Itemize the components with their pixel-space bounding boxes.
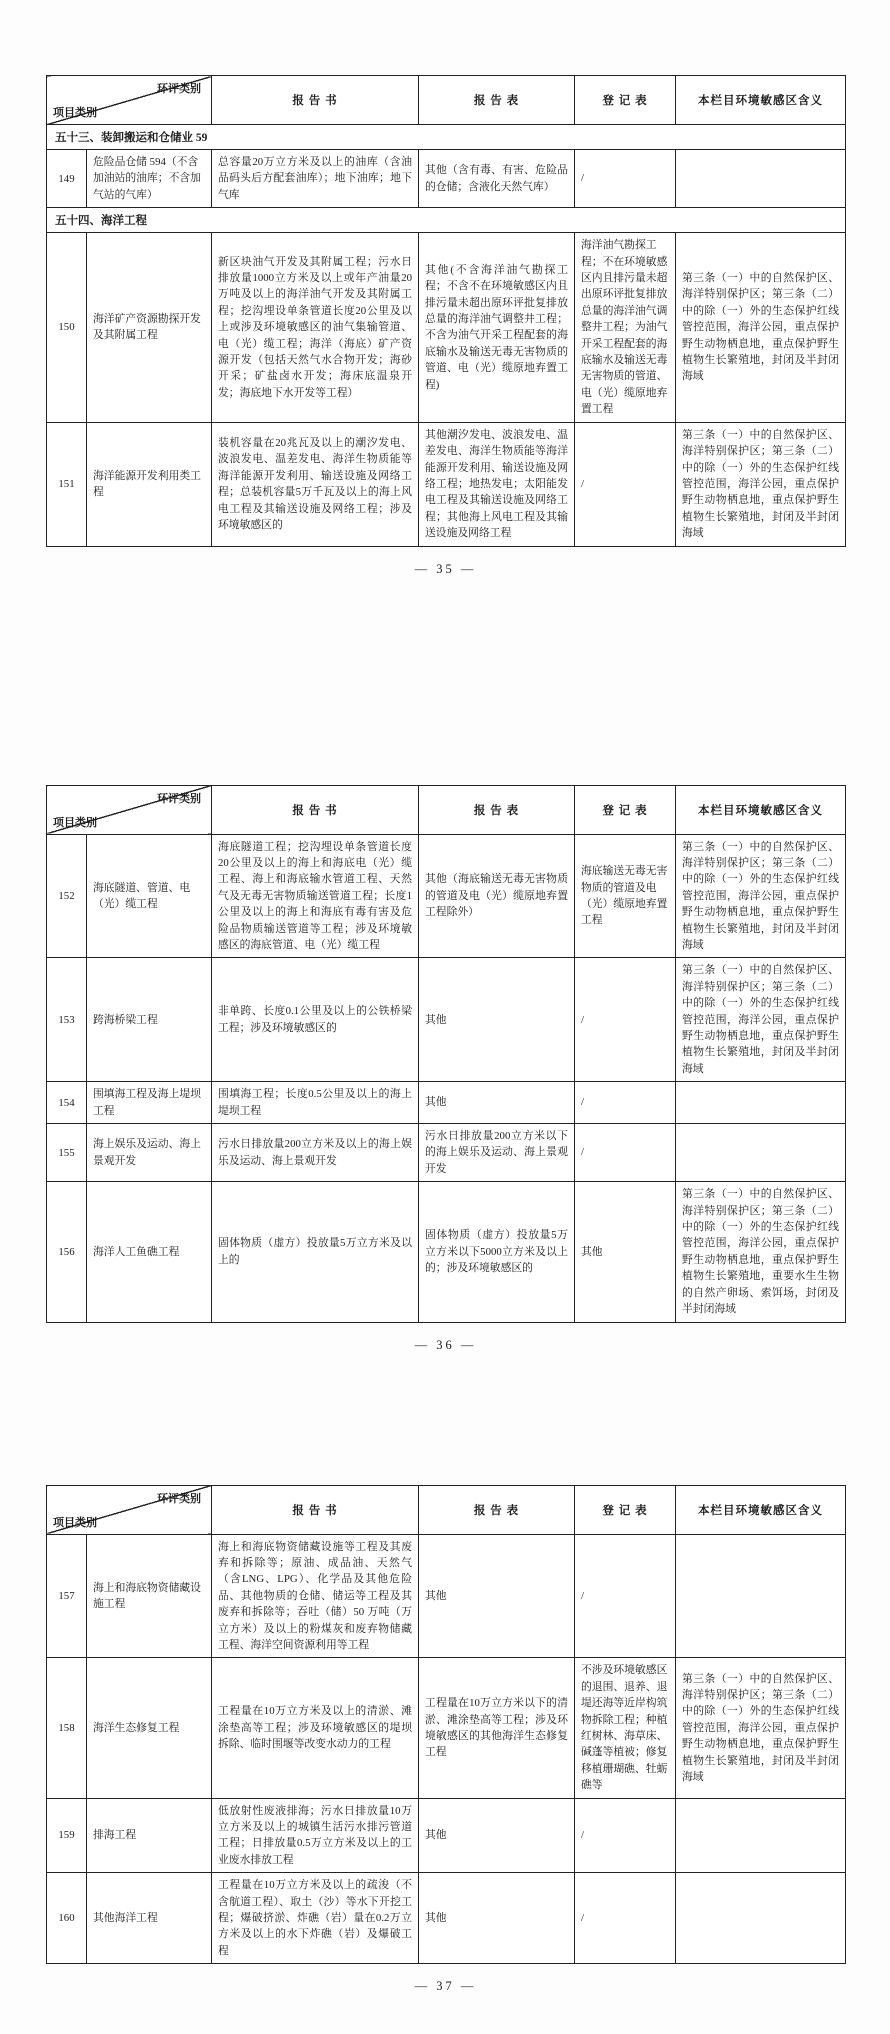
header-report-form-label: 报 告 表: [419, 1485, 575, 1534]
eia-category-table: [46, 1485, 846, 1965]
header-report-form-label: 报 告 表: [419, 785, 575, 834]
header-project-type-label: 项目类别: [53, 1516, 97, 1529]
report-form-cell: 工程量在10万立方米以下的清淤、滩涂垫高等工程；涉及环境敏感区的其他海洋生态修复工程: [419, 1658, 575, 1798]
registration-form-cell: 海洋油气勘探工程；不在环境敏感区内且排污量未超出原环评批复排放总量的海洋油气调整井工程；为油气开采工程配套的海底输水及输送无毒无害物质的管道、电（光）缆原地弃置工程: [575, 233, 676, 422]
table-row: [47, 233, 846, 422]
sensitive-area-cell: [676, 150, 846, 208]
header-corner-cell: [47, 785, 212, 834]
pages-root: [46, 75, 845, 1994]
header-sensitive-area-label: 本栏目环境敏感区含义: [676, 76, 846, 125]
header-eia-type-label: 环评类别: [157, 83, 201, 95]
header-eia-type-label: 环评类别: [157, 1492, 201, 1505]
section-title: 五十四、海洋工程: [47, 208, 846, 233]
report-form-cell: 其他: [419, 958, 575, 1082]
table-row: [47, 1658, 846, 1798]
report-form-cell: 其他: [419, 1082, 575, 1124]
row-number-cell: 151: [47, 422, 87, 546]
report-book-cell: 非单跨、长度0.1公里及以上的公铁桥梁工程；涉及环境敏感区的: [212, 958, 419, 1082]
page-number: — 35 —: [414, 561, 477, 576]
registration-form-cell: /: [575, 422, 676, 546]
eia-category-table: [46, 785, 846, 1323]
header-report-book-label: 报 告 书: [212, 76, 419, 125]
header-eia-type-label: 环评类别: [157, 792, 201, 805]
table-row: [47, 834, 846, 958]
report-book-cell: 低放射性废液排海；污水日排放量10万立方米及以上的城镇生活污水排污管道工程；日排放量0.5万立方米及以上的工业废水排放工程: [212, 1798, 419, 1873]
header-sensitive-area-label: 本栏目环境敏感区含义: [676, 1485, 846, 1534]
project-category-cell: 海上和海底物资储藏设施工程: [87, 1534, 212, 1658]
report-form-cell: 其他潮汐发电、波浪发电、温差发电、海洋生物质能等海洋能源开发利用、输送设施及网络工程；地热发电；太阳能发电工程及其输送设施及网络工程；其他海上风电工程及其输送设施及网络工程: [419, 422, 575, 546]
sensitive-area-cell: 第三条（一）中的自然保护区、海洋特别保护区；第三条（二）中的除（一）外的生态保护红线管控范围，海洋公园，重点保护野生动物栖息地，重点保护野生植物生长繁殖地，封闭及半封闭海域: [676, 834, 846, 958]
sensitive-area-cell: [676, 1534, 846, 1658]
registration-form-cell: /: [575, 958, 676, 1082]
header-registration-form-label: 登 记 表: [575, 1485, 676, 1534]
row-number-cell: 156: [47, 1182, 87, 1322]
eia-category-table: [46, 75, 846, 547]
project-category-cell: 跨海桥梁工程: [87, 958, 212, 1082]
report-form-cell: 固体物质（虚方）投放量5万立方米以下5000立方米及以上的；涉及环境敏感区的: [419, 1182, 575, 1322]
table-row: [47, 1182, 846, 1322]
table-header-row: [47, 1485, 846, 1534]
report-book-cell: 总容量20万立方米及以上的油库（含油品码头后方配套油库）；地下油库；地下气库: [212, 150, 419, 208]
table-row: [47, 1124, 846, 1182]
report-book-cell: 新区块油气开发及其附属工程；污水日排放量1000立方米及以上或年产油量20万吨及以上的海洋油气开发及其附属工程；挖沟埋设单条管道长度20公里及以上或涉及环境敏感区的油气集输管道、电（光）缆工程；海洋（海底）矿产资源开发（包括天然气水合物开发；海砂开采；矿盐卤水开发；海床底温泉开发；海底地下水开发等工程）: [212, 233, 419, 422]
project-category-cell: 其他海洋工程: [87, 1873, 212, 1964]
project-category-cell: 排海工程: [87, 1798, 212, 1873]
sensitive-area-cell: [676, 1873, 846, 1964]
header-project-type-label: 项目类别: [53, 816, 97, 829]
page-number: — 37 —: [414, 1979, 477, 1994]
table-row: [47, 150, 846, 208]
row-number-cell: 159: [47, 1798, 87, 1873]
project-category-cell: 围填海工程及海上堤坝工程: [87, 1082, 212, 1124]
sensitive-area-cell: 第三条（一）中的自然保护区、海洋特别保护区；第三条（二）中的除（一）外的生态保护红线管控范围，海洋公园，重点保护野生动物栖息地，重点保护野生植物生长繁殖地，封闭及半封闭海域: [676, 1658, 846, 1798]
registration-form-cell: /: [575, 1873, 676, 1964]
report-form-cell: 其他: [419, 1534, 575, 1658]
row-number-cell: 154: [47, 1082, 87, 1124]
registration-form-cell: 其他: [575, 1182, 676, 1322]
project-category-cell: 海洋能源开发利用类工程: [87, 422, 212, 546]
row-number-cell: 150: [47, 233, 87, 422]
project-category-cell: 海洋生态修复工程: [87, 1658, 212, 1798]
sensitive-area-cell: [676, 1798, 846, 1873]
report-book-cell: 海上和海底物资储藏设施等工程及其废弃和拆除等；原油、成品油、天然气（含LNG、LPG）、化学品及其他危险品、其他物质的仓储、储运等工程及其废弃和拆除等；吞吐（储）50 万吨（万立方米）及以上的粉煤灰和废弃物储藏工程、海洋空间资源利用等工程: [212, 1534, 419, 1658]
registration-form-cell: /: [575, 150, 676, 208]
report-form-cell: 其他: [419, 1798, 575, 1873]
header-registration-form-label: 登 记 表: [575, 76, 676, 125]
table-row: [47, 1873, 846, 1964]
row-number-cell: 155: [47, 1124, 87, 1182]
table-row: [47, 422, 846, 546]
sensitive-area-cell: 第三条（一）中的自然保护区、海洋特别保护区；第三条（二）中的除（一）外的生态保护红线管控范围，海洋公园，重点保护野生动物栖息地，重点保护野生植物生长繁殖地，重要水生生物的自然产卵场、索饵场，封闭及半封闭海域: [676, 1182, 846, 1322]
row-number-cell: 160: [47, 1873, 87, 1964]
registration-form-cell: /: [575, 1798, 676, 1873]
report-book-cell: 围填海工程；长度0.5公里及以上的海上堤坝工程: [212, 1082, 419, 1124]
project-category-cell: 海上娱乐及运动、海上景观开发: [87, 1124, 212, 1182]
report-book-cell: 工程量在10万立方米及以上的清淤、滩涂垫高等工程；涉及环境敏感区的堤坝拆除、临时围堰等改变水动力的工程: [212, 1658, 419, 1798]
header-corner-cell: [47, 1485, 212, 1534]
row-number-cell: 152: [47, 834, 87, 958]
report-book-cell: 海底隧道工程；挖沟埋设单条管道长度20公里及以上的海上和海底电（光）缆工程、海上和海底输水管道工程、天然气及无毒无害物质输送管道工程；长度1公里及以上的海上和海底有毒有害及危险品物质输送管道等工程；涉及环境敏感区的海底管道、电（光）缆工程: [212, 834, 419, 958]
header-project-type-label: 项目类别: [53, 107, 97, 119]
report-form-cell: 其他（海底输送无毒无害物质的管道及电（光）缆原地弃置工程除外）: [419, 834, 575, 958]
page-block: [46, 1485, 845, 1995]
report-book-cell: 污水日排放量200立方米及以上的海上娱乐及运动、海上景观开发: [212, 1124, 419, 1182]
table-header-row: [47, 785, 846, 834]
row-number-cell: 157: [47, 1534, 87, 1658]
row-number-cell: 153: [47, 958, 87, 1082]
sensitive-area-cell: [676, 1124, 846, 1182]
report-form-cell: 其他(不含海洋油气勘探工程；不含不在环境敏感区内且排污量未超出原环评批复排放总量的海洋油气调整井工程；不含为油气开采工程配套的海底输水及输送无毒无害物质的管道、电（光）缆原地弃置工程): [419, 233, 575, 422]
page-block: [46, 75, 845, 577]
header-report-form-label: 报 告 表: [419, 76, 575, 125]
table-header-row: [47, 76, 846, 125]
report-book-cell: 工程量在10万立方米及以上的疏浚（不含航道工程）、取土（沙）等水下开挖工程；爆破挤淤、炸礁（岩）量在0.2万立方米及以上的水下炸礁（岩）及爆破工程: [212, 1873, 419, 1964]
section-header-row: [47, 208, 846, 233]
report-form-cell: 污水日排放量200立方米以下的海上娱乐及运动、海上景观开发: [419, 1124, 575, 1182]
table-row: [47, 958, 846, 1082]
table-row: [47, 1798, 846, 1873]
header-corner-cell: [47, 76, 212, 125]
registration-form-cell: /: [575, 1534, 676, 1658]
project-category-cell: 海洋矿产资源勘探开发及其附属工程: [87, 233, 212, 422]
project-category-cell: 危险品仓储 594（不含加油站的油库；不含加气站的气库）: [87, 150, 212, 208]
header-report-book-label: 报 告 书: [212, 1485, 419, 1534]
row-number-cell: 149: [47, 150, 87, 208]
registration-form-cell: 海底输送无毒无害物质的管道及电（光）缆原地弃置工程: [575, 834, 676, 958]
registration-form-cell: 不涉及环境敏感区的退围、退养、退堤还海等近岸构筑物拆除工程；种植红树林、海草床、碱蓬等植被；修复移植珊瑚礁、牡蛎礁等: [575, 1658, 676, 1798]
section-header-row: [47, 125, 846, 150]
sensitive-area-cell: 第三条（一）中的自然保护区、海洋特别保护区；第三条（二）中的除（一）外的生态保护红线管控范围，海洋公园，重点保护野生动物栖息地，重点保护野生植物生长繁殖地，封闭及半封闭海域: [676, 233, 846, 422]
row-number-cell: 158: [47, 1658, 87, 1798]
header-report-book-label: 报 告 书: [212, 785, 419, 834]
project-category-cell: 海底隧道、管道、电（光）缆工程: [87, 834, 212, 958]
header-registration-form-label: 登 记 表: [575, 785, 676, 834]
report-book-cell: 装机容量在20兆瓦及以上的潮汐发电、波浪发电、温差发电、海洋生物质能等海洋能源开发利用、输送设施及网络工程；总装机容量5万千瓦及以上的海上风电工程及其输送设施及网络工程；涉及环境敏感区的: [212, 422, 419, 546]
project-category-cell: 海洋人工鱼礁工程: [87, 1182, 212, 1322]
sensitive-area-cell: [676, 1082, 846, 1124]
header-sensitive-area-label: 本栏目环境敏感区含义: [676, 785, 846, 834]
sensitive-area-cell: 第三条（一）中的自然保护区、海洋特别保护区；第三条（二）中的除（一）外的生态保护红线管控范围，海洋公园，重点保护野生动物栖息地，重点保护野生植物生长繁殖地，封闭及半封闭海域: [676, 422, 846, 546]
page-block: [46, 785, 845, 1353]
page-number: — 36 —: [414, 1337, 477, 1352]
sensitive-area-cell: 第三条（一）中的自然保护区、海洋特别保护区；第三条（二）中的除（一）外的生态保护红线管控范围，海洋公园，重点保护野生动物栖息地，重点保护野生植物生长繁殖地，封闭及半封闭海域: [676, 958, 846, 1082]
table-row: [47, 1082, 846, 1124]
report-form-cell: 其他: [419, 1873, 575, 1964]
report-form-cell: 其他（含有毒、有害、危险品的仓储；含液化天然气库）: [419, 150, 575, 208]
report-book-cell: 固体物质（虚方）投放量5万立方米及以上的: [212, 1182, 419, 1322]
table-row: [47, 1534, 846, 1658]
registration-form-cell: /: [575, 1082, 676, 1124]
registration-form-cell: /: [575, 1124, 676, 1182]
section-title: 五十三、装卸搬运和仓储业 59: [47, 125, 846, 150]
